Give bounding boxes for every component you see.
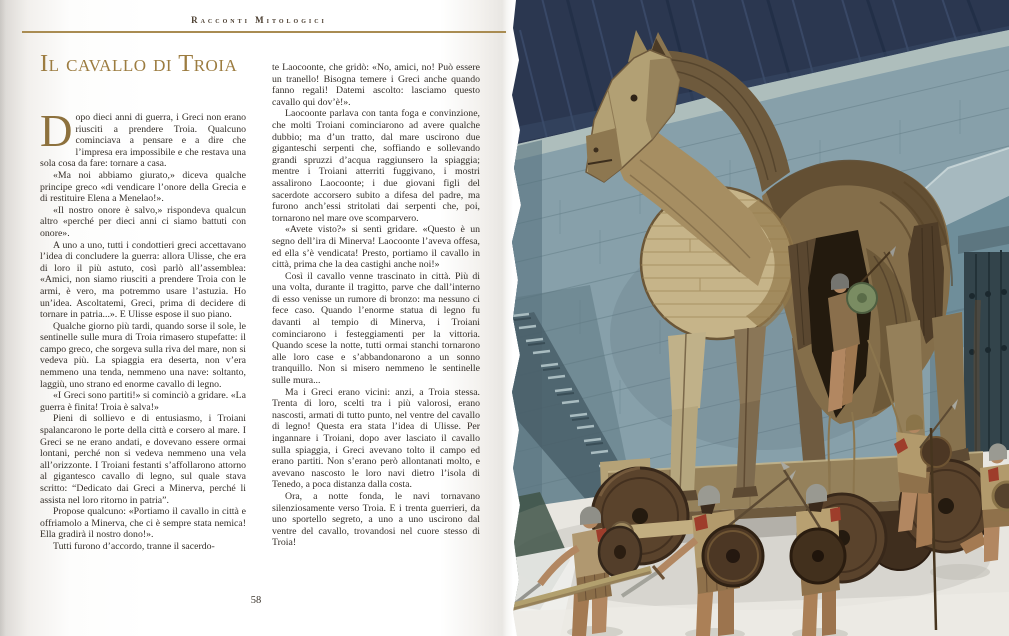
paragraph: Ma i Greci erano vicini: anzi, a Troia stessa. Trenta di loro, scelti tra i più valorosi, erano nascosti, armati di tutto punto, nel ventre del cavallo di legno! Questa era stata l’idea di Ulisse. Per ingannare i Troiani, dopo aver lasciato il cavallo sulla spiaggia, i Greci avevano tolto il campo ed erano partiti. Non s’erano però allontanati molto, e avevano nascosto le loro navi dietro l’isola di Tenedo, a poca distanza dalla costa. (272, 386, 480, 491)
paragraph: «Il nostro onore è salvo,» rispondeva qualcun altro «perché per dieci anni ci siamo battuti con onore». (40, 204, 246, 239)
paragraph: «Avete visto?» si sentì gridare. «Questo è un segno dell’ira di Minerva! Laocoonte l’aveva offesa, ed ella s’è vendicata! Presto, portiamo il cavallo in città, prima che la dea castighi anche noi!» (272, 224, 480, 271)
paragraph: te Laocoonte, che gridò: «No, amici, no! Può essere un tranello! Bisogna temere i Greci anche quando fanno regali! Datemi ascolto: lasciamo questo cavallo qui dov’è!». (272, 62, 480, 108)
trojan-horse-illustration (500, 0, 1009, 636)
page-number: 58 (250, 595, 262, 606)
text-column-left (40, 106, 246, 553)
horse-eye (631, 95, 638, 102)
paragraph: A uno a uno, tutti i condottieri greci accettavano l’idea di concludere la guerra: allora Ulisse, che era di loro il più astuto, così parlò all’assemblea: «Amici, non siamo riusciti a prendere Troia con le armi, è vero, ma potremmo usare l’astuzia. Ho un’idea. Ascoltatemi, Greci, prima di decidere di tornare in patria...». E Ulisse espose il suo piano. (40, 239, 246, 321)
paragraph: Tutti furono d’accordo, tranne il sacerdo- (53, 540, 215, 552)
text-column-right (272, 62, 480, 549)
paragraph: «Ma noi abbiamo giurato,» diceva qualche principe greco «di vendicare l’onore della Grecia e di restituire Elena a Menelao!». (40, 169, 246, 205)
drop-cap: D (40, 106, 73, 156)
paragraph (40, 106, 246, 170)
right-page (500, 0, 1009, 636)
paragraph: Propose qualcuno: «Portiamo il cavallo in città e offriamolo a Minerva, che ci è sempre stata nemica! Ella gradirà il nostro dono!». (40, 506, 246, 541)
paragraph-text: opo dieci anni di guerra, i Greci non erano riusciti a prendere Troia. Qualcuno cominciava a pensare e a dire che l’impresa era impossibile e che restava una sola cosa da fare: tornare a casa. (40, 112, 246, 170)
chapter-title: Il cavallo di Troia (40, 50, 238, 77)
paragraph: Laocoonte parlava con tanta foga e convinzione, che molti Troiani cominciarono ad avere qualche dubbio; ma d’un tratto, dal mare uscirono due giganteschi serpenti che, soffiando e sollevando grandi spruzzi d’acqua raggiunsero la spiaggia; mentre i Troiani atterriti fuggivano, i mostri assalirono Laocoonte; i due giovani figli del sacerdote accorsero subito a difesa del padre, ma furono anch’essi stritolati dai serpenti che, poi, tornarono nel mare ove scomparvero. (272, 108, 480, 224)
paragraph: Ora, a notte fonda, le navi tornavano silenziosamente verso Troia. E i trenta guerrieri, da uno sportello segreto, a uno a uno uscirono dal ventre del cavallo, trovandosi nel cuore stesso di Troia! (272, 490, 480, 549)
paragraph: Così il cavallo venne trascinato in città. Più di una volta, durante il tragitto, parve che dall’interno di esso venisse un rumore di bronzo: ma nessuno ci fece caso. Quando l’enorme statua di legno fu davanti al tempio di Minerva, i Troiani cominciarono i festeggiamenti per la vittoria. Quando scese la notte, tutti ormai stanchi tornarono alle loro case e s’abbandonarono a un sonno tranquillo. Non si misero nemmeno le sentinelle sulle mura... (272, 270, 480, 387)
header-rule (22, 31, 506, 33)
running-head: Racconti Mitologici (191, 15, 327, 25)
paragraph: «I Greci sono partiti!» si cominciò a gridare. «La guerra è finita! Troia è salva!» (40, 390, 246, 413)
paragraph: Pieni di sollievo e di entusiasmo, i Troiani spalancarono le porte della città e corsero al mare. I Greci se ne erano andati, e dovevano essere ormai lontani, perché non si vedeva nemmeno una vela all’orizzonte. I Troiani festanti s’affollarono attorno al gigantesco cavallo di legno, sul quale stava scritto: “Dedicato dai Greci a Minerva, perché li assista nel loro ritorno in patria”. (40, 413, 246, 506)
paragraph: Qualche giorno più tardi, quando sorse il sole, le sentinelle sulle mura di Troia rimasero stupefatte: il campo greco, che sorgeva sulla riva del mare, non si vedeva più. La spiaggia era deserta, non v’era nemmeno una tenda, nemmeno una nave: soltanto, laggiù, uno strano ed enorme cavallo di legno. (40, 320, 246, 390)
